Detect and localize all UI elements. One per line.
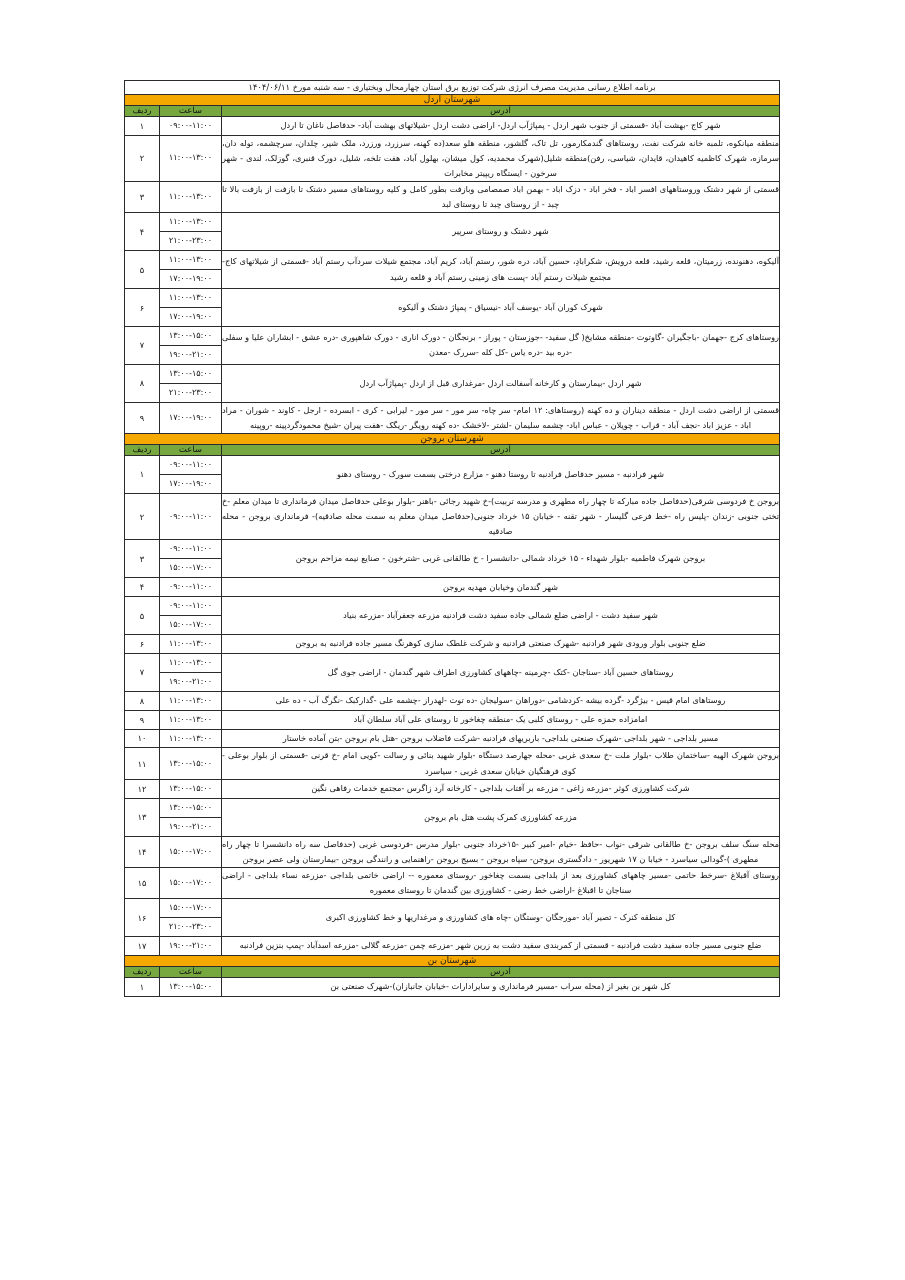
table-row xyxy=(124,455,779,493)
row-number: ۱۳ xyxy=(124,798,159,836)
time-slot: ۱۱:۰۰-۱۳:۰۰ xyxy=(160,289,221,308)
outage-time-slots xyxy=(160,729,222,748)
time-slot-stack xyxy=(160,899,221,936)
table-row xyxy=(124,653,779,691)
time-slot: ۱۹:۰۰-۲۱:۰۰ xyxy=(168,675,213,686)
time-slot: ۱۱:۰۰-۱۳:۰۰ xyxy=(168,637,213,648)
row-number: ۱ xyxy=(124,455,159,493)
outage-address: قسمتی از اراضی دشت اردل - منطقه دیناران و ده کهنه (روستاهای: ۱۲ امام- سر چاه- سر مور - سر مور - لیرابی - کری - ابسرده - ارجل - کاوند - شوران - مراد اباد - عزیز اباد -نجف آباد - قراب - چویلان - عباس اباد- چشمه سلیمان -لشتر -لاخشک -ده کهنه رویگر -ریگک -هفت پیران -شیخ محمودگردپینه -روپینه xyxy=(222,402,780,433)
outage-address: روستای آقبلاغ -سرخط حاتمی -مسیر چاههای کشاورزی بعد از بلداجی بسمت چغاخور -روستای معموره -- اراضی خاتمی بلداجی -مزرعه نساء بلداجی - اراضی سناجان تا اقبلاغ -اراضی خط رضی - کشاورزی بین گندمان تا روستای معموره xyxy=(222,867,780,898)
row-number: ۷ xyxy=(124,653,159,691)
time-slot: ۱۷:۰۰-۱۹:۰۰ xyxy=(168,477,213,488)
row-number: ۹ xyxy=(124,710,159,729)
time-slot: ۱۱:۰۰-۱۳:۰۰ xyxy=(168,152,213,163)
time-slot-stack xyxy=(160,730,221,748)
outage-address: روستاهای امام قیس - بیژگرد -گرده بیشه -کردشامی -دوراهان -سولیجان -ده توت -لهدراز -چشمه علی -گدارکبک -نگرگ آب - ده علی xyxy=(222,691,780,710)
outage-time-slots xyxy=(160,937,222,956)
outage-address: روستاهای کرج -جهمان -باجگیران -گاوتوت -منطقه مشایخ( گل سفید- -جوزستان - پوراز - برنجگان - دورک اناری - دورک شاهپوری -دره عشق - ابشاران علیا و سفلی -دره بید -دره یاس -کل کله -سررک -معدن xyxy=(222,326,780,364)
row-number: ۱ xyxy=(124,978,159,997)
row-number: ۸ xyxy=(124,691,159,710)
time-slot-stack xyxy=(160,874,221,892)
outage-address: شهرک کوران آباد -یوسف آباد -نیسیاق - پمپاژ دشتک و آلیکوه xyxy=(222,289,780,327)
time-slot-stack xyxy=(160,540,221,577)
time-slot-stack xyxy=(160,597,221,634)
outage-address: آلیکوه، دهنونده، زرمیتان، قلعه رشید، قلعه درویش، شکرابادِ، حسین آباد، دره شور، رستم آباد، کریم آباد، مجتمع شیلات سردآب رستم آباد -قسمتی از شیلاتهای کاج-مجتمع شیلات رستم آباد -پست های زمینی رستم آباد و قلعه رشید xyxy=(222,251,780,289)
time-slot: ۱۱:۰۰-۱۳:۰۰ xyxy=(168,732,213,743)
time-slot-stack xyxy=(160,117,221,135)
outage-address: ضلع جنوبی بلوار ورودی شهر فرادنبه -شهرک صنعتی فرادنبه و شرکت غلطک سازی کوهرنگ مسیر جاده فرادنبه به بروجن xyxy=(222,634,780,653)
row-number: ۱۵ xyxy=(124,867,159,898)
outage-address: مسیر بلداجی - شهر بلداجی -شهرک صنعتی بلداجی- باربریهای فرادنبه -شرکت فاضلاب بروجن -هتل بام بروجن -بتن آماده خاستار xyxy=(222,729,780,748)
outage-time-slots xyxy=(160,116,222,135)
table-row xyxy=(124,748,779,779)
row-number: ۵ xyxy=(124,251,159,289)
row-number: ۱۲ xyxy=(124,779,159,798)
row-number: ۳ xyxy=(124,182,159,213)
time-slot: ۰۹:۰۰-۱۱:۰۰ xyxy=(168,510,213,521)
time-slot-stack xyxy=(160,843,221,861)
table-row xyxy=(124,597,779,635)
row-number: ۱۷ xyxy=(124,937,159,956)
outage-time-slots xyxy=(160,691,222,710)
row-number: ۱۴ xyxy=(124,836,159,867)
table-row xyxy=(124,836,779,867)
column-header-address: آدرس xyxy=(222,444,780,455)
outage-time-slots xyxy=(160,653,222,691)
outage-time-slots xyxy=(160,899,222,937)
outage-address: بروجن شهرک الهیه -ساختمان طلاب -بلوار ملت -خ سعدی غربی -محله جهارصد دستگاه -بلوار شهید بنائی و رسالت -کویی امام -خ قرنی -قسمتی از بلوار بوعلی - کوی فرهنگیان خیابان سعدی غربی - سیاسرد xyxy=(222,748,780,779)
time-slot: ۱۹:۰۰-۲۱:۰۰ xyxy=(168,820,213,831)
row-number: ۶ xyxy=(124,634,159,653)
time-slot-stack xyxy=(160,213,221,250)
row-number: ۱۰ xyxy=(124,729,159,748)
table-row xyxy=(124,402,779,433)
outage-address: شهر دشتک و روستای سرپیر xyxy=(222,213,780,251)
outage-address: قسمتی از شهر دشتک وروستاههای افسر اباد - فخر اباد - دزک اباد - بهمن اباد صمصامی وبازفت بطور کامل و کلیه روستاهای مسیر دشتک تا بازفت از بازفت بالا تا چبد - از روستای چبد تا روستای لبد xyxy=(222,182,780,213)
time-slot: ۱۳:۰۰-۱۵:۰۰ xyxy=(160,327,221,346)
row-number: ۳ xyxy=(124,540,159,578)
time-slot-stack xyxy=(160,654,221,691)
row-number: ۵ xyxy=(124,597,159,635)
outage-time-slots xyxy=(160,326,222,364)
table-row xyxy=(124,978,779,997)
outage-address: منطقه میانکوه، تلمبه خانه شرکت نفت، روستاهای گندمکارمور، تل تاک، گلشور، منطقه هلو سعد(ده کهنه، سرزرد، ورزرد، ملک شیر، چلدان، سرچشمه، توله دان، سرمازه، شهرک کاظمیه کاهیدان، قایدان، شیاسی، رفن)منطقه شلیل(شهرک محمدیه، کول میشان، بهلول آباد، هفت تلخه، شلیل، دورک قنبری، گوزلک، لندی - شهر سرخون - ایستگاه ریپیتر مخابرات xyxy=(222,135,780,182)
outage-time-slots xyxy=(160,213,222,251)
time-slot: ۱۹:۰۰-۲۱:۰۰ xyxy=(168,348,213,359)
time-slot: ۱۱:۰۰-۱۳:۰۰ xyxy=(168,694,213,705)
time-slot-stack xyxy=(160,937,221,955)
time-slot: ۱۳:۰۰-۱۵:۰۰ xyxy=(168,757,213,768)
table-row xyxy=(124,634,779,653)
time-slot: ۱۷:۰۰-۱۹:۰۰ xyxy=(168,311,213,321)
row-number: ۲ xyxy=(124,135,159,182)
time-slot: ۰۹:۰۰-۱۱:۰۰ xyxy=(168,119,213,130)
table-row xyxy=(124,779,779,798)
time-slot: ۱۱:۰۰-۱۳:۰۰ xyxy=(168,713,213,724)
time-slot: ۱۵:۰۰-۱۷:۰۰ xyxy=(168,619,213,629)
outage-address: روستاهای حسین آباد -سناجان -کتک -چرمینه -چاههای کشاورزی اطراف شهر گندمان - اراضی جوی گل xyxy=(222,653,780,691)
column-header-row xyxy=(124,967,779,978)
table-row xyxy=(124,182,779,213)
outage-time-slots xyxy=(160,748,222,779)
outage-time-slots xyxy=(160,455,222,493)
table-row xyxy=(124,867,779,898)
time-slot-stack xyxy=(160,149,221,167)
column-header-time: ساعت xyxy=(160,967,222,978)
row-number: ۴ xyxy=(124,213,159,251)
time-slot-stack xyxy=(160,978,221,996)
outage-address: بروجن خ فردوسی شرقی(حدفاصل جاده مبارکه تا چهار راه مطهری و مدرسه تربیت)-خ شهید رجائی -باهنر -بلوار بوعلی حدفاصل میدان فرمانداری تا میدان معلم -خ تختی جنوبی -زندان -پلیس راه -خط فرعی گلیسار - شهر تقنه - خیابان ۱۵ خرداد جنوبی(حدفاصل میدان معلم به سمت محله صادقیه)- فرمانداری بروجن - محله صادقیه xyxy=(222,493,780,540)
outage-time-slots xyxy=(160,978,222,997)
row-number: ۱۶ xyxy=(124,899,159,937)
time-slot: ۱۵:۰۰-۱۷:۰۰ xyxy=(168,845,213,856)
outage-address: شهر سفید دشت - اراضی ضلع شمالی جاده سفید دشت فرادنبه مزرعه جعفرآباد -مزرعه بنیاد xyxy=(222,597,780,635)
outage-address: محله سنگ سلف بروجن -خ طالقانی شرقی -نواب -حافظ -خیام -امیر کبیر -۱۵خرداد جنوبی -بلوار مدرس -فردوسی غربی (حدفاصل سه راه دانشسرا تا چهار راه مطهری )-گودالی سیاسرد - خیابا ن ۱۷ شهریور - دادگستری بروجن- سپاه بروجن - بسیج بروجن -راهنمایی و رانندگی بروجن -بیمارستان ولی عصر بروجن xyxy=(222,836,780,867)
time-slot-stack xyxy=(160,692,221,710)
table-row xyxy=(124,729,779,748)
outage-schedule-sheet xyxy=(125,80,780,997)
time-slot: ۲۱:۰۰-۲۳:۰۰ xyxy=(168,235,213,246)
outage-time-slots xyxy=(160,251,222,289)
row-number: ۷ xyxy=(124,326,159,364)
row-number: ۱ xyxy=(124,116,159,135)
table-row xyxy=(124,251,779,289)
outage-time-slots xyxy=(160,493,222,540)
column-header-row-no: ردیف xyxy=(124,967,159,978)
table-row xyxy=(124,326,779,364)
column-header-row xyxy=(124,444,779,455)
time-slot: ۱۳:۰۰-۱۵:۰۰ xyxy=(168,981,213,992)
city-header-row xyxy=(124,94,779,105)
outage-address: کل منطقه کنرک - تصیر آباد -مورجگان -وستگان -چاه های کشاورزی و مرغداریها و خط کشاورزی اکبری xyxy=(222,899,780,937)
table-row xyxy=(124,937,779,956)
time-slot: ۰۹:۰۰-۱۱:۰۰ xyxy=(160,540,221,559)
outage-address: شهر کاج -بهشت آباد -قسمتی از جنوب شهر اردل - پمپاژآب اردل- اراضی دشت اردل -شیلاتهای بهشت آباد- حدفاصل ناغان تا اردل xyxy=(222,116,780,135)
table-row xyxy=(124,691,779,710)
time-slot: ۱۳:۰۰-۱۵:۰۰ xyxy=(168,782,213,793)
table-row xyxy=(124,710,779,729)
time-slot-stack xyxy=(160,711,221,729)
outage-address: ضلع جنوبی مسیر جاده سفید دشت فرادنبه - قسمتی از کمربندی سفید دشت به زرین شهر -مزرعه چمن -مزرعه گلالی -مزرعه اسدآباد -پمپ بنزین فرادنبه xyxy=(222,937,780,956)
time-slot: ۱۷:۰۰-۱۹:۰۰ xyxy=(168,273,213,284)
time-slot-stack xyxy=(160,635,221,653)
time-slot-stack xyxy=(160,799,221,836)
outage-address: مزرعه کشاورزی کمرک پشت هتل بام بروجن xyxy=(222,798,780,836)
time-slot: ۱۵:۰۰-۱۷:۰۰ xyxy=(168,877,213,888)
time-slot-stack xyxy=(160,578,221,596)
time-slot-stack xyxy=(160,365,221,402)
city-name: شهرستان اردل xyxy=(124,94,779,105)
city-header-row xyxy=(124,433,779,444)
table-row xyxy=(124,135,779,182)
outage-address: کل شهر بن بغیر از (محله سراب -مسیر فرمانداری و سایرادارات -خیابان جانبازان)-شهرک صنعتی بن xyxy=(222,978,780,997)
table-row xyxy=(124,899,779,937)
table-row xyxy=(124,798,779,836)
time-slot-stack xyxy=(160,456,221,493)
column-header-row-no: ردیف xyxy=(124,105,159,116)
city-header-row xyxy=(124,956,779,967)
outage-address: شرکت کشاورزی کوثر -مزرعه زاغی - مزرعه بر آفتاب بلداجی - کارخانه آرد زاگرس -مجتمع خدمات رفاهی نگین xyxy=(222,779,780,798)
time-slot-stack xyxy=(160,289,221,326)
time-slot: ۲۱:۰۰-۲۳:۰۰ xyxy=(168,921,213,932)
row-number: ۴ xyxy=(124,578,159,597)
outage-time-slots xyxy=(160,578,222,597)
time-slot-stack xyxy=(160,327,221,364)
document-title-row xyxy=(124,81,779,95)
time-slot: ۰۹:۰۰-۱۱:۰۰ xyxy=(160,597,221,616)
time-slot: ۱۳:۰۰-۱۵:۰۰ xyxy=(160,799,221,818)
outage-time-slots xyxy=(160,289,222,327)
outage-time-slots xyxy=(160,836,222,867)
time-slot: ۲۱:۰۰-۲۳:۰۰ xyxy=(168,386,213,397)
time-slot-stack xyxy=(160,755,221,773)
row-number: ۱۱ xyxy=(124,748,159,779)
outage-time-slots xyxy=(160,779,222,798)
time-slot: ۰۹:۰۰-۱۱:۰۰ xyxy=(160,456,221,475)
outage-time-slots xyxy=(160,634,222,653)
time-slot-stack xyxy=(160,508,221,526)
column-header-row-no: ردیف xyxy=(124,444,159,455)
table-row xyxy=(124,578,779,597)
table-row xyxy=(124,540,779,578)
column-header-time: ساعت xyxy=(160,105,222,116)
time-slot: ۱۷:۰۰-۱۹:۰۰ xyxy=(168,411,213,422)
outage-address: بروجن شهرک فاطمیه -بلوار شهداء - ۱۵ خرداد شمالی -دانشسرا - خ طالقانی غربی -شترخون - صنایع نیمه مزاحم بروجن xyxy=(222,540,780,578)
outage-time-slots xyxy=(160,798,222,836)
outage-time-slots xyxy=(160,364,222,402)
outage-schedule-table xyxy=(124,80,780,997)
time-slot: ۱۱:۰۰-۱۳:۰۰ xyxy=(168,191,213,202)
outage-address: شهر فرادنبه - مسیر حدفاصل فرادنبه تا روستا دهنو - مزارع درختی بسمت سورک - روستای دهنو xyxy=(222,455,780,493)
outage-time-slots xyxy=(160,867,222,898)
city-name: شهرستان بن xyxy=(124,956,779,967)
time-slot: ۱۱:۰۰-۱۳:۰۰ xyxy=(160,654,221,673)
time-slot-stack xyxy=(160,251,221,288)
time-slot: ۱۹:۰۰-۲۱:۰۰ xyxy=(168,940,213,951)
outage-address: امامزاده حمزه علی - روستای کلبی یک -منطقه چغاخور تا روستای علی آباد سلطان آباد xyxy=(222,710,780,729)
outage-time-slots xyxy=(160,182,222,213)
column-header-row xyxy=(124,105,779,116)
time-slot: ۱۱:۰۰-۱۳:۰۰ xyxy=(160,213,221,232)
table-row xyxy=(124,493,779,540)
table-row xyxy=(124,364,779,402)
city-name: شهرستان بروجن xyxy=(124,433,779,444)
outage-time-slots xyxy=(160,710,222,729)
outage-time-slots xyxy=(160,135,222,182)
time-slot-stack xyxy=(160,409,221,427)
table-row xyxy=(124,289,779,327)
outage-address: شهر گندمان وخیابان مهدیه بروجن xyxy=(222,578,780,597)
row-number: ۶ xyxy=(124,289,159,327)
column-header-address: آدرس xyxy=(222,967,780,978)
row-number: ۲ xyxy=(124,493,159,540)
time-slot: ۱۱:۰۰-۱۳:۰۰ xyxy=(160,251,221,270)
time-slot: ۱۳:۰۰-۱۵:۰۰ xyxy=(160,365,221,384)
outage-time-slots xyxy=(160,540,222,578)
outage-time-slots xyxy=(160,597,222,635)
page-title: برنامه اطلاع رسانی مدیریت مصرف انرژی شرکت توزیع برق استان چهارمحال وبختیاری - سه شنبه مورخ ۱۴۰۴/۰۶/۱۱ xyxy=(124,81,779,95)
row-number: ۸ xyxy=(124,364,159,402)
table-row xyxy=(124,213,779,251)
time-slot-stack xyxy=(160,780,221,798)
time-slot-stack xyxy=(160,188,221,206)
outage-time-slots xyxy=(160,402,222,433)
column-header-address: آدرس xyxy=(222,105,780,116)
time-slot: ۱۵:۰۰-۱۷:۰۰ xyxy=(160,899,221,918)
time-slot: ۱۵:۰۰-۱۷:۰۰ xyxy=(168,562,213,573)
row-number: ۹ xyxy=(124,402,159,433)
table-row xyxy=(124,116,779,135)
column-header-time: ساعت xyxy=(160,444,222,455)
outage-address: شهر اردل -بیمارستان و کارخانه آسفالت اردل -مرغداری قبل از اردل -پمپاژآب اردل xyxy=(222,364,780,402)
time-slot: ۰۹:۰۰-۱۱:۰۰ xyxy=(168,581,213,592)
